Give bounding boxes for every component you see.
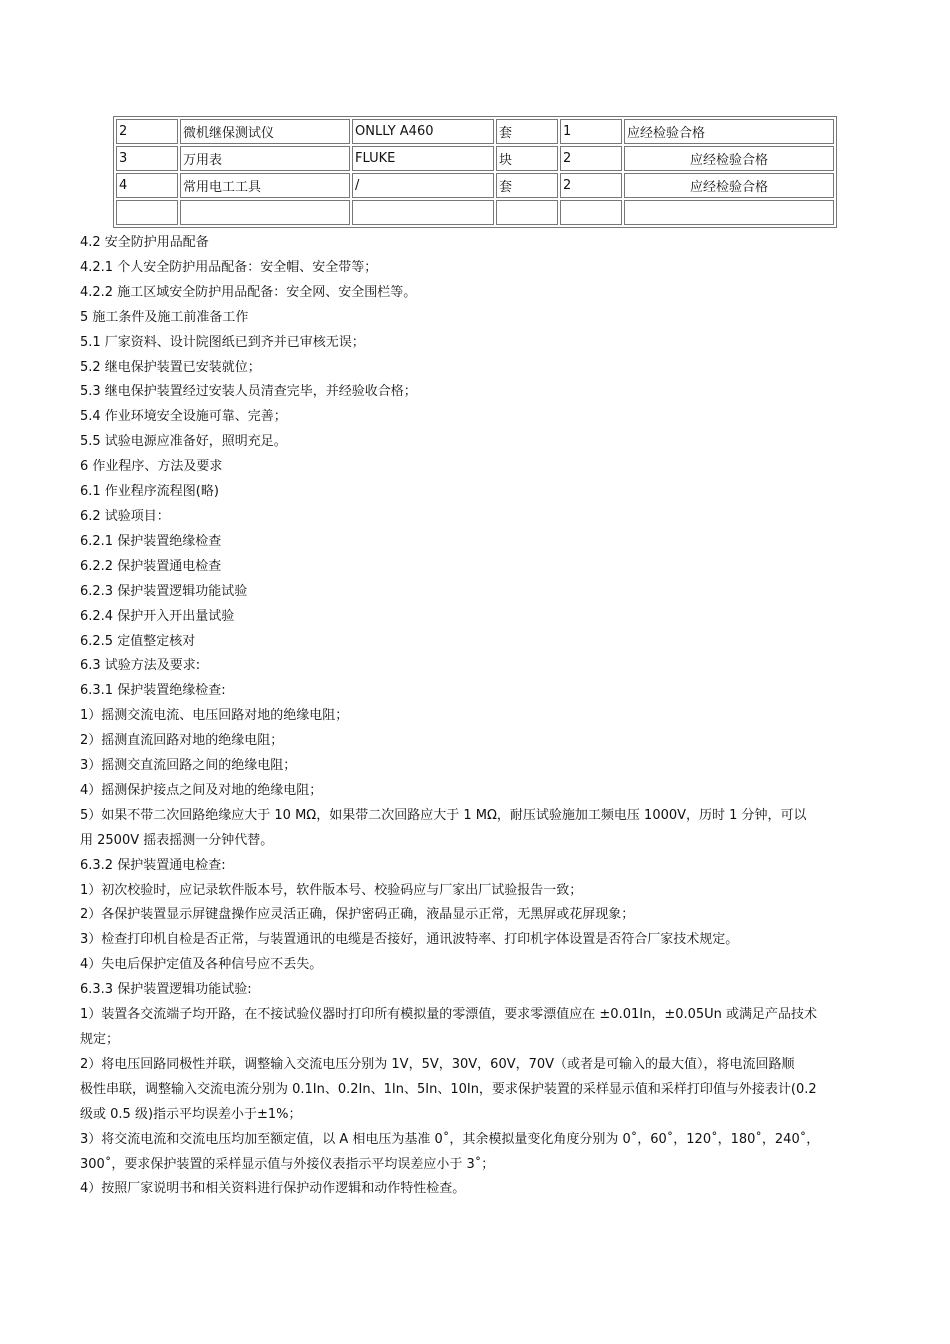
text-line: 3）检查打印机自检是否正常，与装置通讯的电缆是否接好，通讯波特率、打印机字体设置是否符合厂家技术规定。	[80, 932, 739, 948]
text-line: 极性串联，调整输入交流电流分别为 0.1In、0.2In、1In、5In、10In，要求保护装置的采样显示值和采样打印值与外接表计(0.2	[80, 1081, 817, 1097]
text-line: 300˚，要求保护装置的采样显示值与外接仪表指示平均误差应小于 3˚；	[80, 1156, 495, 1172]
text-line: 4）失电后保护定值及各种信号应不丢失。	[80, 957, 323, 973]
text-line: 3）摇测交直流回路之间的绝缘电阻；	[80, 758, 297, 774]
table-cell-no: 3	[116, 146, 178, 171]
text-line: 4.2.2 施工区域安全防护用品配备：安全网、安全围栏等。	[80, 284, 417, 300]
table-row	[116, 200, 834, 225]
text-line: 6.2.3 保护装置逻辑功能试验	[80, 583, 248, 599]
text-line: 4）按照厂家说明书和相关资料进行保护动作逻辑和动作特性检查。	[80, 1181, 466, 1197]
table-cell-name: 微机继保测试仪	[180, 119, 350, 144]
table-cell-name: 常用电工工具	[180, 173, 350, 198]
text-line: 规定；	[80, 1032, 120, 1047]
table-cell-note: 应经检验合格	[624, 119, 834, 144]
text-line: 级或 0.5 级)指示平均误差小于±1%；	[80, 1106, 302, 1122]
text-line: 2）各保护装置显示屏键盘操作应灵活正确，保护密码正确，液晶显示正常，无黑屏或花屏现象；	[80, 907, 635, 923]
text-line: 6.3.2 保护装置通电检查:	[80, 857, 226, 873]
equipment-table	[113, 116, 837, 228]
table-cell-model: FLUKE	[352, 146, 494, 171]
table-cell-model: ONLLY A460	[352, 119, 494, 144]
text-line: 5.5 试验电源应准备好，照明充足。	[80, 434, 287, 450]
table-row	[116, 146, 834, 171]
text-line: 6.3.1 保护装置绝缘检查:	[80, 683, 226, 699]
text-line: 5）如果不带二次回路绝缘应大于 10 MΩ，如果带二次回路应大于 1 MΩ，耐压试验施加工频电压 1000V，历时 1 分钟，可以	[80, 807, 807, 823]
text-line: 4.2.1 个人安全防护用品配备：安全帽、安全带等；	[80, 259, 378, 275]
text-line: 6.2.2 保护装置通电检查	[80, 558, 222, 574]
text-line: 4.2 安全防护用品配备	[80, 235, 209, 250]
text-line: 用 2500V 摇表摇测一分钟代替。	[80, 832, 274, 848]
text-line: 6.2 试验项目：	[80, 508, 170, 524]
table-cell-name	[180, 200, 350, 225]
text-line: 6.1 作业程序流程图(略)	[80, 484, 219, 500]
text-line: 2）摇测直流回路对地的绝缘电阻；	[80, 733, 284, 749]
text-line: 4）摇测保护接点之间及对地的绝缘电阻；	[80, 782, 323, 798]
table-cell-no	[116, 200, 178, 225]
table-cell-qty	[560, 200, 622, 225]
text-line: 3）将交流电流和交流电压均加至额定值，以 A 相电压为基准 0˚，其余模拟量变化角度分别为 0˚，60˚，120˚，180˚，240˚，	[80, 1131, 820, 1147]
text-line: 1）初次校验时，应记录软件版本号，软件版本号、校验码应与厂家出厂试验报告一致；	[80, 882, 583, 898]
table-cell-note: 应经检验合格	[624, 173, 834, 198]
table-cell-qty: 2	[560, 173, 622, 198]
table-cell-note: 应经检验合格	[624, 146, 834, 171]
equipment-table-body	[116, 119, 834, 225]
text-line: 1）摇测交流电流、电压回路对地的绝缘电阻；	[80, 708, 349, 724]
text-line: 5.2 继电保护装置已安装就位；	[80, 359, 261, 375]
table-cell-unit: 块	[496, 146, 558, 171]
table-row	[116, 173, 834, 198]
text-line: 5.3 继电保护装置经过安装人员清查完毕，并经验收合格；	[80, 384, 417, 400]
table-cell-unit	[496, 200, 558, 225]
table-cell-no: 4	[116, 173, 178, 198]
text-line: 6.3 试验方法及要求:	[80, 658, 201, 674]
table-cell-unit: 套	[496, 173, 558, 198]
document-body	[80, 231, 872, 1202]
table-cell-model: /	[352, 173, 494, 198]
table-cell-model	[352, 200, 494, 225]
table-cell-qty: 1	[560, 119, 622, 144]
table-cell-unit: 套	[496, 119, 558, 144]
text-line: 6.3.3 保护装置逻辑功能试验:	[80, 982, 252, 998]
table-cell-qty: 2	[560, 146, 622, 171]
table-cell-name: 万用表	[180, 146, 350, 171]
table-cell-note	[624, 200, 834, 225]
text-line: 2）将电压回路同极性并联，调整输入交流电压分别为 1V，5V，30V，60V，70V（或者是可输入的最大值），将电流回路顺	[80, 1056, 795, 1072]
text-line: 6 作业程序、方法及要求	[80, 459, 223, 475]
table-cell-no: 2	[116, 119, 178, 144]
text-line: 5.1 厂家资料、设计院图纸已到齐并已审核无误；	[80, 334, 365, 350]
text-line: 5 施工条件及施工前准备工作	[80, 309, 249, 325]
text-line: 6.2.5 定值整定核对	[80, 633, 196, 649]
text-line: 6.2.1 保护装置绝缘检查	[80, 533, 222, 549]
equipment-table-container	[113, 116, 837, 228]
text-line: 1）装置各交流端子均开路，在不接试验仪器时打印所有模拟量的零漂值，要求零漂值应在 ±0.01In，±0.05Un 或满足产品技术	[80, 1007, 818, 1023]
text-line: 5.4 作业环境安全设施可靠、完善；	[80, 409, 287, 425]
table-row	[116, 119, 834, 144]
text-line: 6.2.4 保护开入开出量试验	[80, 608, 235, 624]
